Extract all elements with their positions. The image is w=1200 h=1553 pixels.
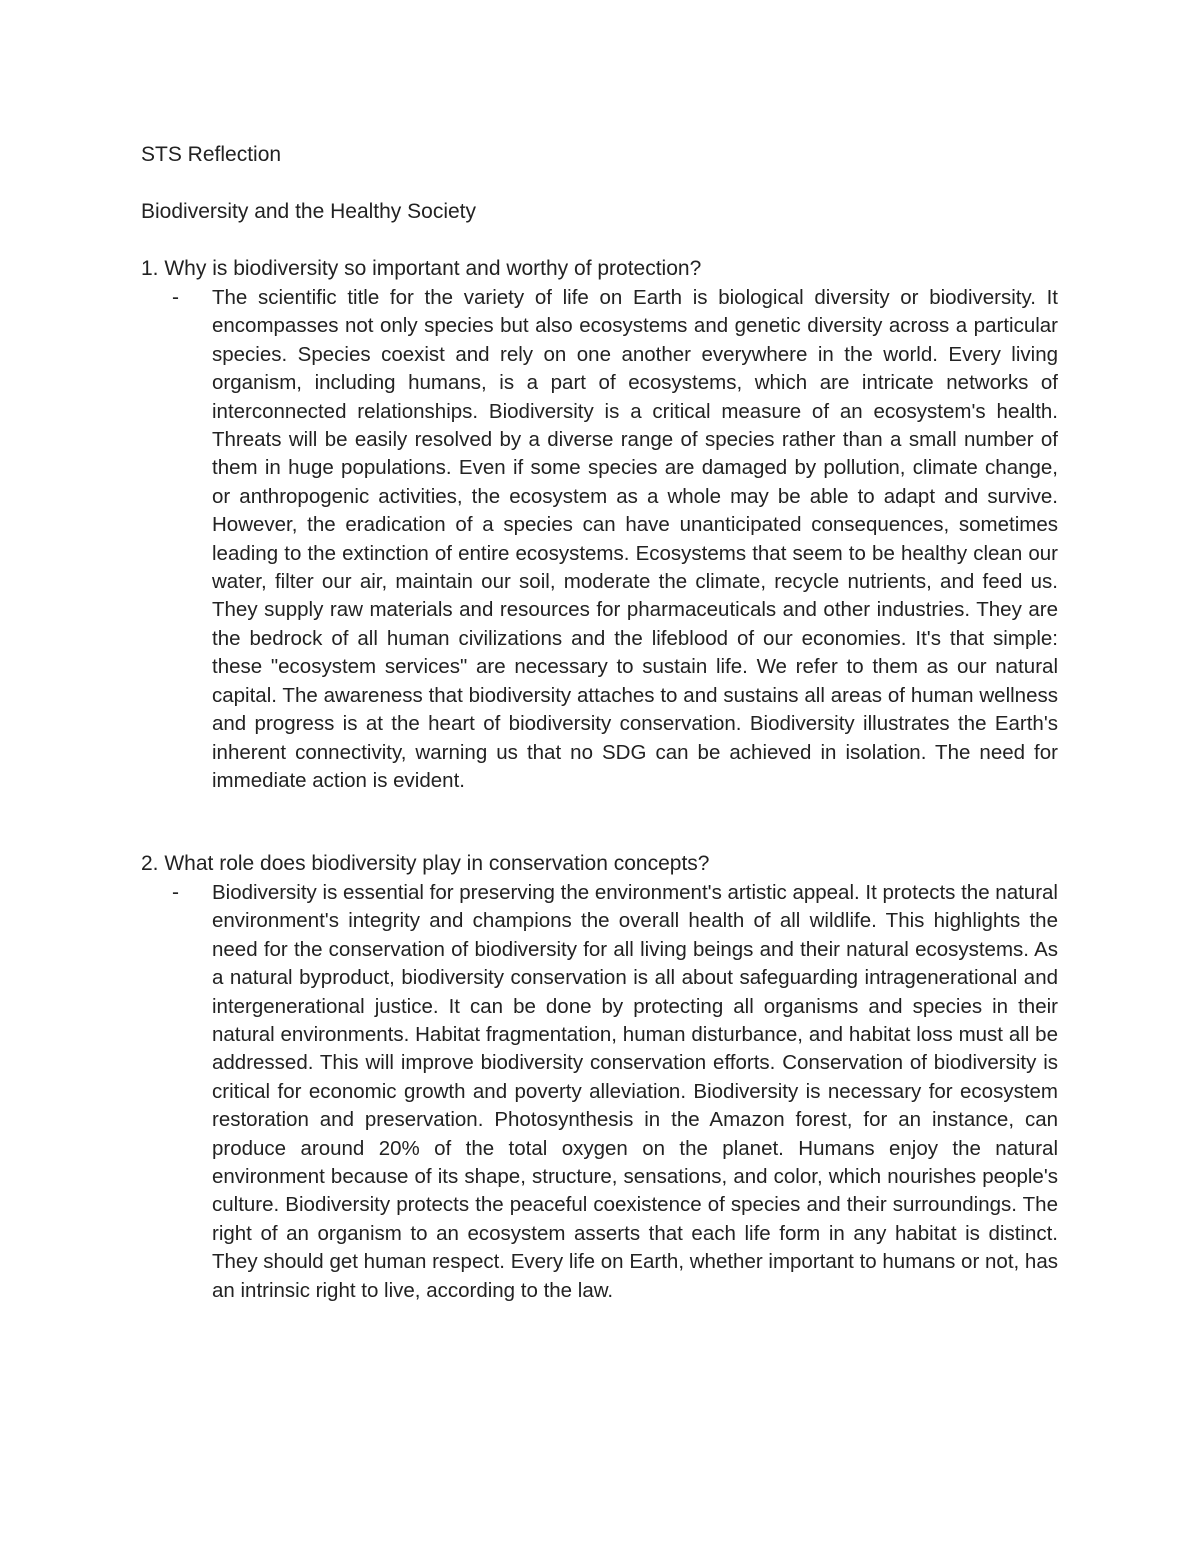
document-title: STS Reflection bbox=[141, 143, 282, 166]
question-number: 2. bbox=[141, 852, 159, 875]
answer-paragraph-2: Biodiversity is essential for preserving the environment's artistic appeal. It protects the natural environment's integrity and champions the overall health of all wildlife. This highlights the need for the conservation of biodiversity for all living beings and their natural ecosystems. As a natural byproduct, biodiversity conservation is all about safeguarding intragenerational and intergenerational justice. It can be done by protecting all organisms and species in their natural environments. Habitat fragmentation, human disturbance, and habitat loss must all be addressed. This will improve biodiversity conservation efforts. Conservation of biodiversity is critical for economic growth and poverty alleviation. Biodiversity is necessary for ecosystem restoration and preservation. Photosynthesis in the Amazon forest, for an instance, can produce around 20% of the total oxygen on the planet. Humans enjoy the natural environment because of its shape, structure, sensations, and color, which nourishes people's culture. Biodiversity protects the peaceful coexistence of species and their surroundings. The right of an organism to an ecosystem asserts that each life form in any habitat is distinct. They should get human respect. Every life on Earth, whether important to humans or not, has an intrinsic right to live, according to the law. bbox=[212, 881, 1058, 1302]
question-1 bbox=[141, 255, 701, 283]
bullet-dash: - bbox=[172, 286, 179, 309]
document-subtitle: Biodiversity and the Healthy Society bbox=[141, 200, 477, 223]
question-text: Why is biodiversity so important and worthy of protection? bbox=[164, 257, 702, 280]
question-text: What role does biodiversity play in conservation concepts? bbox=[164, 852, 710, 875]
bullet-dash: - bbox=[172, 881, 179, 904]
question-2 bbox=[141, 850, 709, 878]
answer-paragraph-1: The scientific title for the variety of life on Earth is biological diversity or biodiversity. It encompasses not only species but also ecosystems and genetic diversity across a particular species. Species coexist and rely on one another everywhere in the world. Every living organism, including humans, is a part of ecosystems, which are intricate networks of interconnected relationships. Biodiversity is a critical measure of an ecosystem's health. Threats will be easily resolved by a diverse range of species rather than a small number of them in huge populations. Even if some species are damaged by pollution, climate change, or anthropogenic activities, the ecosystem as a whole may be able to adapt and survive. However, the eradication of a species can have unanticipated consequences, sometimes leading to the extinction of entire ecosystems. Ecosystems that seem to be healthy clean our water, filter our air, maintain our soil, moderate the climate, recycle nutrients, and feed us. They supply raw materials and resources for pharmaceuticals and other industries. They are the bedrock of all human civilizations and the lifeblood of our economies. It's that simple: these "ecosystem services" are necessary to sustain life. We refer to them as our natural capital. The awareness that biodiversity attaches to and sustains all areas of human wellness and progress is at the heart of biodiversity conservation. Biodiversity illustrates the Earth's inherent connectivity, warning us that no SDG can be achieved in isolation. The need for immediate action is evident. bbox=[212, 286, 1058, 792]
question-number: 1. bbox=[141, 257, 159, 280]
